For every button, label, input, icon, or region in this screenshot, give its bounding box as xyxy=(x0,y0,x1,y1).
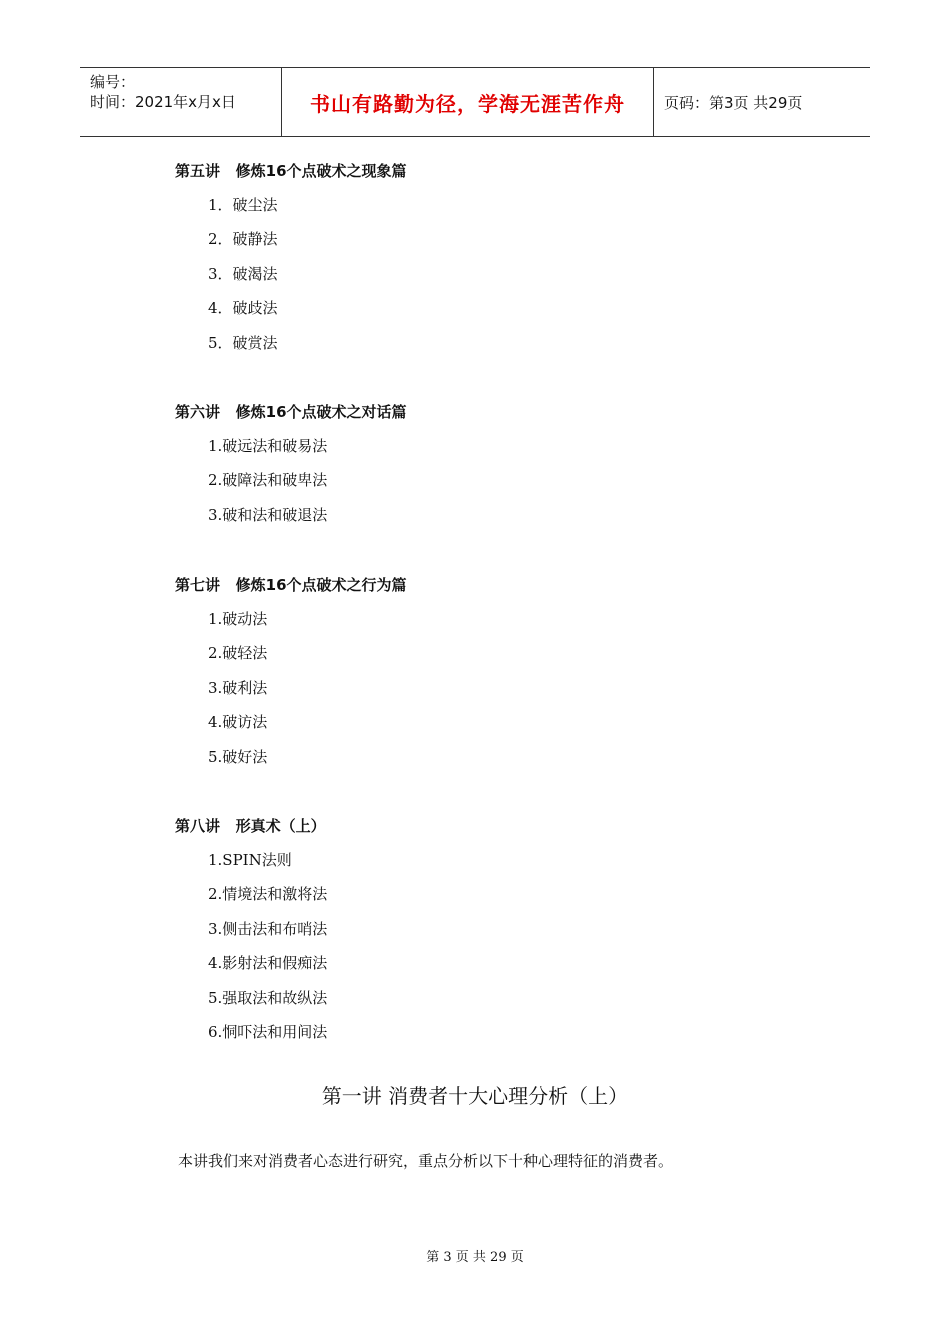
header-meta xyxy=(80,68,281,136)
section-title: 第五讲 修炼16个点破术之现象篇 xyxy=(175,162,407,180)
header-page-info: 页码：第3页 共29页 xyxy=(664,93,803,112)
page-header xyxy=(80,67,870,137)
number-label: 编号： xyxy=(90,73,136,91)
section-title: 第七讲 修炼16个点破术之行为篇 xyxy=(175,576,407,594)
list-item: 3.破利法 xyxy=(208,678,268,697)
list-item: 3.侧击法和布哨法 xyxy=(208,919,328,938)
section-title: 第六讲 修炼16个点破术之对话篇 xyxy=(175,403,407,421)
list-item: 4．破歧法 xyxy=(208,299,278,318)
list-item: 5.破好法 xyxy=(208,747,268,766)
list-item: 4.影射法和假痴法 xyxy=(208,954,328,973)
list-item: 1.破远法和破易法 xyxy=(208,437,328,455)
motto: 书山有路勤为径，学海无涯苦作舟 xyxy=(310,91,625,116)
time-label: 时间：2021年x月x日 xyxy=(90,93,236,111)
section-lecture-6 xyxy=(175,395,407,532)
lecture-title: 第一讲 消费者十大心理分析（上） xyxy=(321,1084,629,1108)
list-item: 1.SPIN法则 xyxy=(208,851,292,869)
list-item: 4.破访法 xyxy=(208,713,268,732)
list-item: 2.破障法和破卑法 xyxy=(208,471,328,490)
list-item: 3．破渴法 xyxy=(208,264,278,283)
header-motto-cell xyxy=(281,68,654,136)
list-item: 3.破和法和破退法 xyxy=(208,505,328,524)
section-lecture-8 xyxy=(175,809,327,1049)
list-item: 1.破动法 xyxy=(208,610,268,628)
section-lecture-7 xyxy=(175,568,407,774)
page-footer: 第 3 页 共 29 页 xyxy=(426,1250,524,1265)
list-item: 2.情境法和激将法 xyxy=(208,885,328,904)
intro-paragraph: 本讲我们来对消费者心态进行研究，重点分析以下十种心理特征的消费者。 xyxy=(178,1152,674,1170)
list-item: 2．破静法 xyxy=(208,230,278,249)
list-item: 1．破尘法 xyxy=(208,196,278,214)
section-title: 第八讲 形真术（上） xyxy=(175,817,326,835)
list-item: 5．破赏法 xyxy=(208,333,278,352)
list-item: 6.恫吓法和用间法 xyxy=(208,1022,328,1041)
list-item: 5.强取法和故纵法 xyxy=(208,988,328,1007)
list-item: 2.破轻法 xyxy=(208,644,268,663)
section-lecture-5 xyxy=(175,154,407,360)
